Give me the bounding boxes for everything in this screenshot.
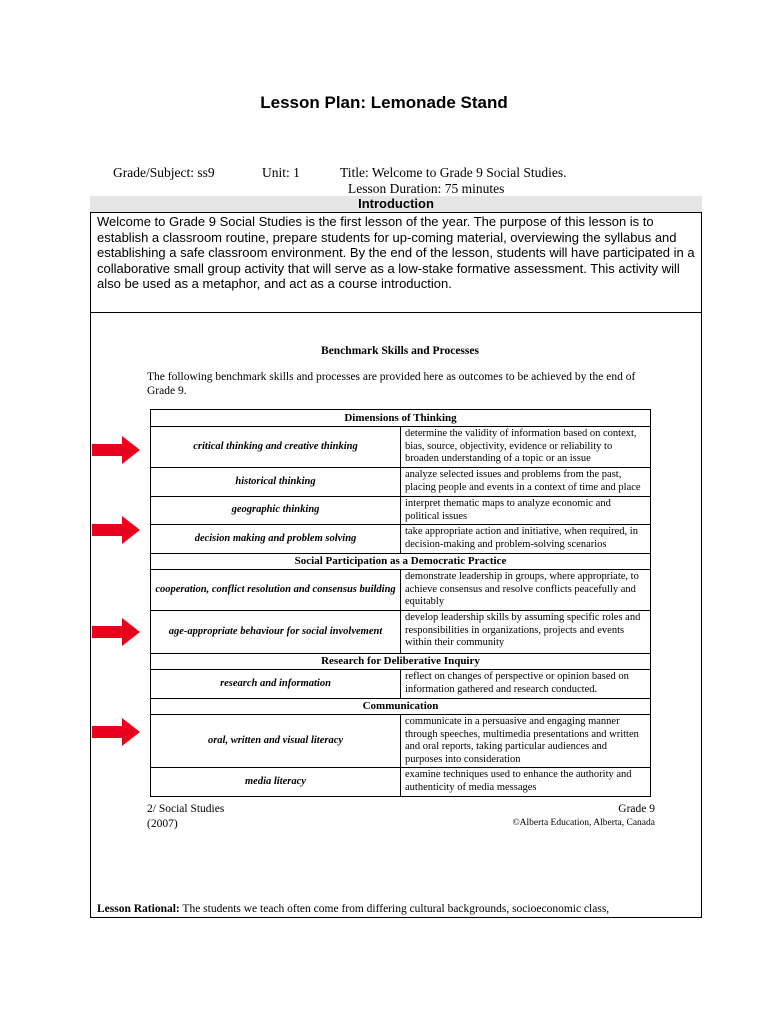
skill-description: reflect on changes of perspective or opinion based on information gathered and research conducted. <box>401 670 651 699</box>
red-arrow-icon <box>92 718 140 746</box>
skill-description: determine the validity of information based on context, bias, source, objectivity, evidence or reliability to broaden understanding of a topic or an issue <box>401 427 651 468</box>
table-row <box>151 468 651 497</box>
source-line-2: (2007) <box>147 818 178 830</box>
table-row <box>151 768 651 797</box>
lesson-rational-text: The students we teach often come from differing cultural backgrounds, socioeconomic class, <box>179 903 610 915</box>
benchmark-title: Benchmark Skills and Processes <box>321 345 479 357</box>
skill-description: interpret thematic maps to analyze economic and political issues <box>401 497 651 525</box>
section-heading-dimensions: Dimensions of Thinking <box>151 410 651 427</box>
section-heading-social-participation: Social Participation as a Democratic Practice <box>151 554 651 570</box>
section-heading-research: Research for Deliberative Inquiry <box>151 654 651 670</box>
skill-description: examine techniques used to enhance the authority and authenticity of media messages <box>401 768 651 797</box>
grade-label: Grade 9 <box>618 803 655 815</box>
lesson-title: Title: Welcome to Grade 9 Social Studies. <box>340 165 567 180</box>
section-header-row <box>151 410 651 427</box>
skill-description: develop leadership skills by assuming specific roles and responsibilities in organizations, projects and events within their community <box>401 611 651 654</box>
copyright-text: ©Alberta Education, Alberta, Canada <box>512 818 655 828</box>
table-row <box>151 611 651 654</box>
table-row <box>151 670 651 699</box>
source-line-1: 2/ Social Studies <box>147 803 225 815</box>
lesson-rational <box>97 903 609 915</box>
table-row <box>151 497 651 525</box>
skill-name: historical thinking <box>151 468 401 497</box>
skill-description: analyze selected issues and problems from the past, placing people and events in a context of time and place <box>401 468 651 497</box>
table-row <box>151 525 651 554</box>
introduction-heading: Introduction <box>90 196 702 213</box>
grade-subject: Grade/Subject: ss9 <box>113 165 215 180</box>
section-header-row <box>151 554 651 570</box>
section-header-row <box>151 699 651 715</box>
introduction-text: Welcome to Grade 9 Social Studies is the first lesson of the year. The purpose of this lesson is to establish a classroom routine, prepare students for up-coming material, overviewing the syllabus and establishing a safe classroom environment. By the end of the lesson, students will have participated in a collaborative small group activity that will serve as a low-stake formative assessment. This activity will also be used as a metaphor, and act as a course introduction. <box>97 214 695 292</box>
red-arrow-icon <box>92 436 140 464</box>
red-arrow-icon <box>92 618 140 646</box>
table-row <box>151 570 651 611</box>
skill-name: research and information <box>151 670 401 699</box>
benchmark-intro: The following benchmark skills and processes are provided here as outcomes to be achieved by the end of Grade 9. <box>147 371 636 397</box>
section-heading-communication: Communication <box>151 699 651 715</box>
skill-name: critical thinking and creative thinking <box>151 427 401 468</box>
skill-name: oral, written and visual literacy <box>151 715 401 768</box>
skill-name: media literacy <box>151 768 401 797</box>
skill-description: demonstrate leadership in groups, where appropriate, to achieve consensus and resolve conflicts peacefully and equitably <box>401 570 651 611</box>
benchmark-skills-table <box>150 409 651 797</box>
skill-description: communicate in a persuasive and engaging manner through speeches, multimedia presentations and written and oral reports, taking particular audiences and purposes into consideration <box>401 715 651 768</box>
skill-name: age-appropriate behaviour for social involvement <box>151 611 401 654</box>
table-row <box>151 427 651 468</box>
table-row <box>151 715 651 768</box>
red-arrow-icon <box>92 516 140 544</box>
skill-name: cooperation, conflict resolution and consensus building <box>151 570 401 611</box>
unit-label: Unit: 1 <box>262 165 300 180</box>
skill-name: geographic thinking <box>151 497 401 525</box>
page-title: Lesson Plan: Lemonade Stand <box>260 93 508 112</box>
lesson-rational-label: Lesson Rational: <box>97 903 180 915</box>
lesson-duration: Lesson Duration: 75 minutes <box>348 181 505 196</box>
section-divider <box>90 312 702 313</box>
skill-name: decision making and problem solving <box>151 525 401 554</box>
section-header-row <box>151 654 651 670</box>
skill-description: take appropriate action and initiative, when required, in decision-making and problem-solving scenarios <box>401 525 651 554</box>
